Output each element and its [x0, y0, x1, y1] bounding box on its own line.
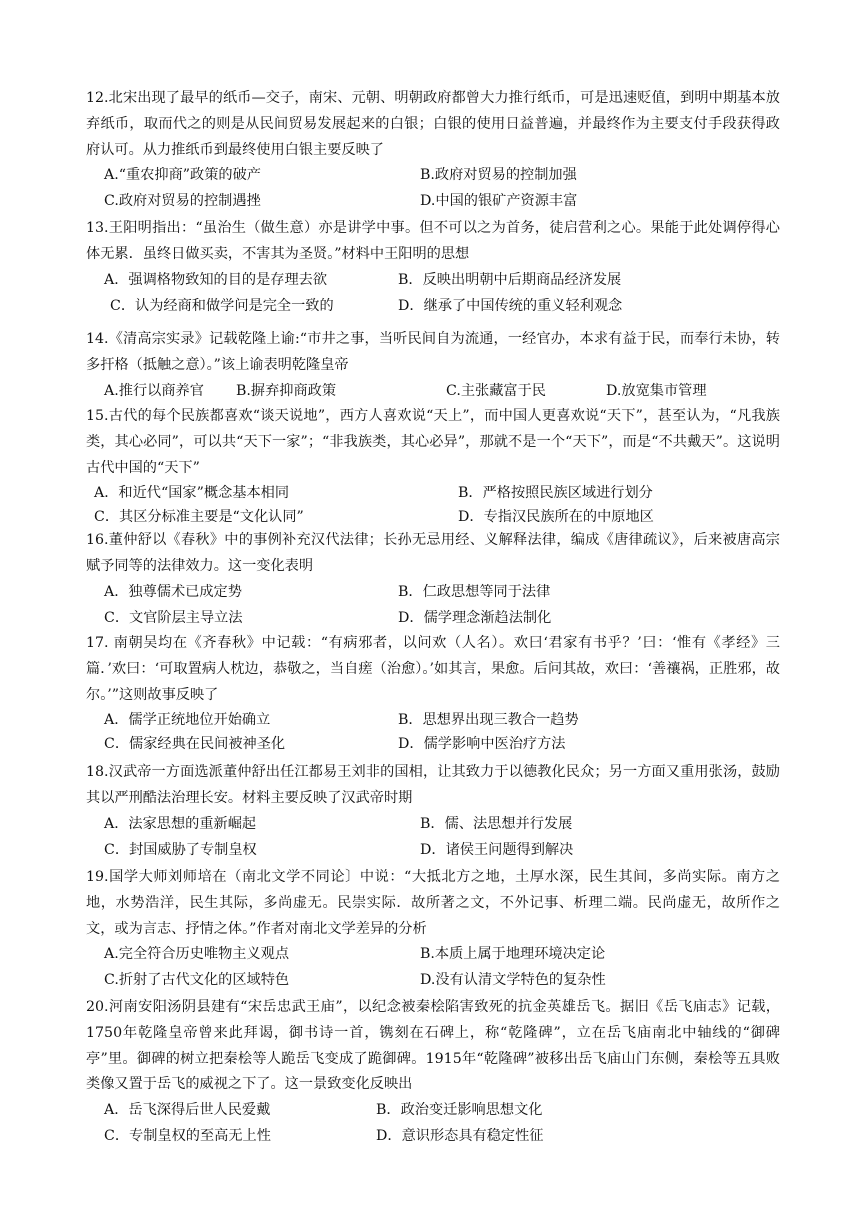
option-c: C.政府对贸易的控制遇挫 [104, 193, 261, 210]
option-row [86, 1098, 780, 1124]
question-12 [86, 86, 780, 215]
question-stem: 15.古代的每个民族都喜欢“谈天说地”，西方人喜欢说“天上”，而中国人更喜欢说“天下”，甚至认为，“凡我族类，其心必同”，可以共“天下一家”；“非我族类，其心必异”，那就不是一个“天下”，而是“不共戴天”。这说明古代中国的“天下” [86, 408, 780, 476]
option-d: D.放宽集市管理 [606, 382, 707, 399]
option-d: D.中国的银矿产资源丰富 [420, 193, 578, 210]
option-b: B.政府对贸易的控制加强 [420, 167, 577, 184]
question-18 [86, 760, 780, 864]
option-a: A．强调格物致知的目的是存理去欲 [104, 271, 328, 288]
option-a: A.推行以商养官 [104, 382, 204, 399]
question-stem: 14.《清高宗实录》记载乾隆上谕:“市井之事，当听民间自为流通，一经官办，本求有益于民，而奉行未协，转多扞格（抵触之意）。”该上谕表明乾隆皇帝 [86, 331, 780, 373]
option-b: B．反映出明朝中后期商品经济发展 [398, 271, 622, 288]
question-stem: 17. 南朝吴均在《齐春秋》中记载：“有病邪者，以问欢（人名）。欢曰‘君家有书乎？’曰：‘惟有《孝经》三篇．’欢曰：‘可取置病人枕边，恭敬之，当自瘥（治愈）。’如其言，果愈。后问其故，欢曰：‘善禳祸，正胜邪，故尔。’”这则故事反映了 [86, 635, 780, 703]
option-c: C．其区分标准主要是“文化认同” [94, 509, 304, 526]
option-row [86, 812, 780, 838]
question-stem: 20.河南安阳汤阴县建有“宋岳忠武王庙”，以纪念被秦桧陷害致死的抗金英雄岳飞。据旧《岳飞庙志》记载，1750年乾隆皇帝曾来此拜谒，御书诗一首，镌刻在石碑上，称“乾隆碑”，立在岳飞庙南北中轴线的“御碑亭”里。御碑的树立把秦桧等人跪岳飞变成了跪御碑。1915年“乾隆碑”被移出岳飞庙山门东侧，秦桧等五具败类像又置于岳飞的威视之下了。这一景致变化反映出 [86, 999, 780, 1093]
question-stem: 16.董仲舒以《春秋》中的事例补充汉代法律；长孙无忌用经、义解释法律，编成《唐律疏议》，后来被唐高宗赋予同等的法律效力。这一变化表明 [86, 532, 780, 574]
question-13 [86, 216, 780, 320]
question-19 [86, 865, 780, 994]
question-20 [86, 995, 780, 1150]
question-stem: 19.国学大师刘师培在（南北文学不同论〕中说：“大抵北方之地，土厚水深，民生其间，多尚实际。南方之地，水势浩洋，民生其际，多尚虚无。民崇实际．故所著之文，不外记事、析理二端。民尚虚无，故所作之文，或为言志、抒情之体。”作者对南北文学差异的分析 [86, 869, 780, 937]
option-d: D．专指汉民族所在的中原地区 [458, 509, 654, 526]
option-row [86, 379, 780, 405]
option-row [86, 606, 780, 632]
question-15 [86, 404, 780, 531]
option-b: B．思想界出现三教合一趋势 [398, 712, 579, 729]
option-a: A.完全符合历史唯物主义观点 [104, 946, 290, 963]
option-row [86, 708, 780, 732]
question-17 [86, 631, 780, 758]
option-a: A．独尊儒术已成定势 [104, 583, 242, 600]
option-d: D．继承了中国传统的重义轻利观念 [398, 297, 623, 314]
option-b: B．仁政思想等同于法律 [398, 583, 551, 600]
option-c: C．认为经商和做学问是完全一致的 [110, 297, 334, 314]
question-14 [86, 327, 780, 405]
question-stem: 12.北宋出现了最早的纸币—交子，南宋、元朝、明朝政府都曾大力推行纸币，可是迅速贬值，到明中期基本放弃纸币，取而代之的则是从民间贸易发展起来的白银；白银的使用日益普遍，并最终作为主要支付手段获得政府认可。从力推纸币到最终使用白银主要反映了 [86, 90, 780, 158]
option-a: A．法家思想的重新崛起 [104, 815, 257, 832]
option-b: B．严格按照民族区域进行划分 [458, 485, 653, 502]
option-d: D．儒学影响中医治疗方法 [398, 736, 566, 753]
option-d: D.没有认清文学特色的复杂性 [420, 972, 606, 989]
option-row [86, 268, 780, 294]
option-row [86, 294, 780, 320]
option-row [86, 942, 780, 968]
option-row [86, 481, 780, 505]
option-a: A．岳飞深得后世人民爱戴 [104, 1102, 271, 1119]
option-row [86, 580, 780, 606]
option-d: D．诸侯王问题得到解决 [420, 841, 574, 858]
option-row [86, 163, 780, 189]
option-b: B.本质上属于地理环境决定论 [420, 946, 606, 963]
option-d: D．儒学理念渐趋法制化 [398, 609, 552, 626]
option-row [86, 968, 780, 994]
option-b: B．政治变迁影响思想文化 [376, 1102, 543, 1119]
option-a: A.“重农抑商”政策的破产 [104, 167, 261, 184]
option-c: C.主张藏富于民 [446, 382, 546, 399]
option-row [86, 1124, 780, 1150]
option-a: A．和近代“国家”概念基本相同 [94, 485, 290, 502]
option-c: C.折射了古代文化的区域特色 [104, 972, 290, 989]
option-a: A．儒学正统地位开始确立 [104, 712, 271, 729]
question-stem: 13.王阳明指出：“虽治生（做生意）亦是讲学中事。但不可以之为首务，徒启营利之心。果能于此处调停得心体无累．虽终日做买卖，不害其为圣贤。”材料中王阳明的思想 [86, 220, 780, 262]
question-stem: 18.汉武帝一方面选派董仲舒出任江都易王刘非的国相，让其致力于以德教化民众；另一方面又重用张汤，鼓励其以严刑酷法治理长安。材料主要反映了汉武帝时期 [86, 764, 780, 806]
option-row [86, 838, 780, 864]
option-b: B．儒、法思想并行发展 [420, 815, 573, 832]
option-c: C．封国威胁了专制皇权 [104, 841, 257, 858]
question-16 [86, 528, 780, 632]
option-row [86, 189, 780, 215]
option-row [86, 732, 780, 758]
option-c: C．专制皇权的至高无上性 [104, 1128, 271, 1145]
option-c: C．儒家经典在民间被神圣化 [104, 736, 286, 753]
option-d: D．意识形态具有稳定性征 [376, 1128, 544, 1145]
option-b: B.摒弃抑商政策 [236, 382, 337, 399]
option-c: C．文官阶层主导立法 [104, 609, 243, 626]
